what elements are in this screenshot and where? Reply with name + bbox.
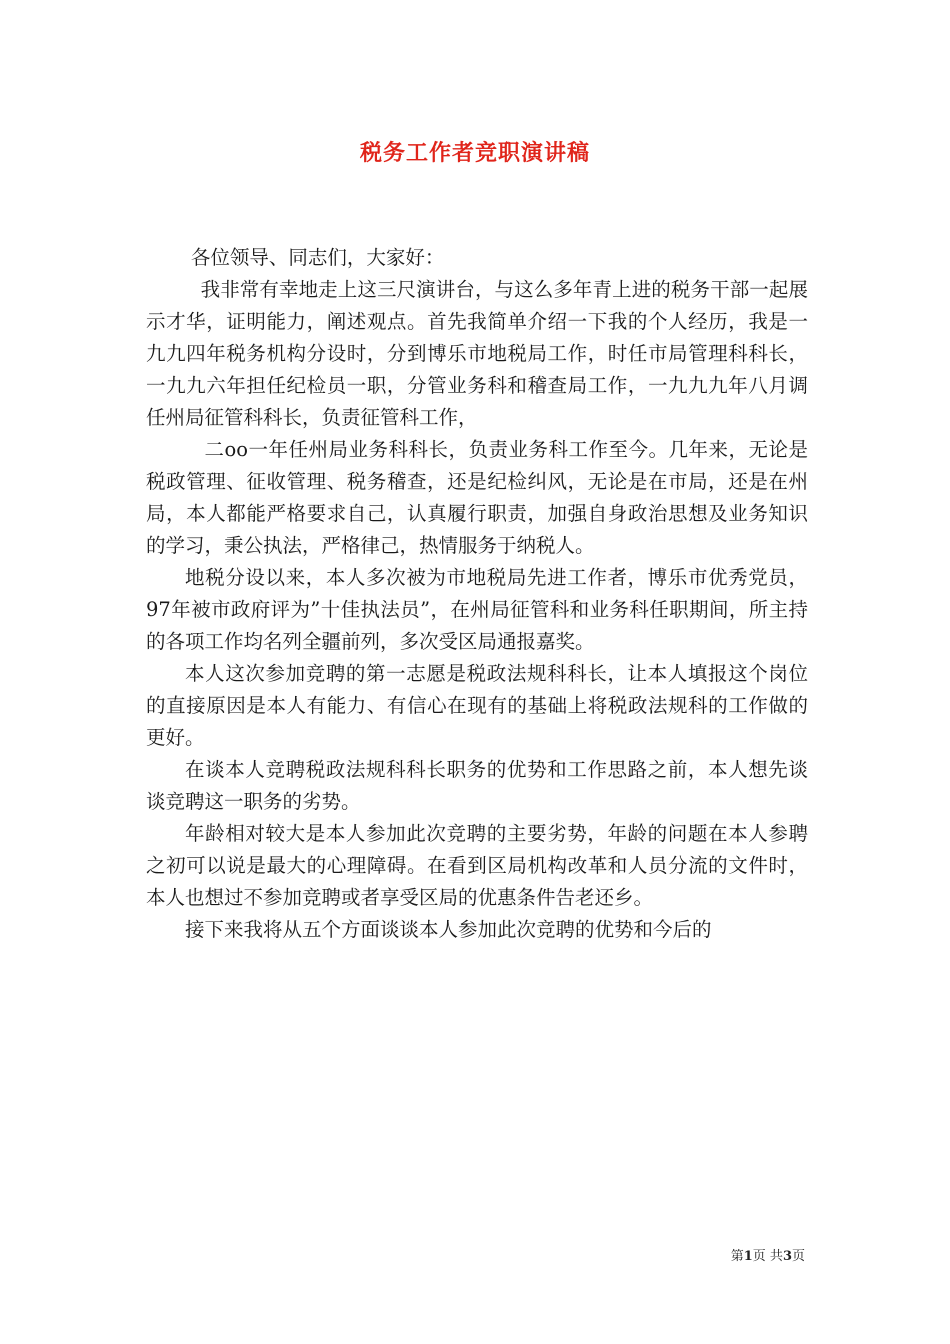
document-title: 税务工作者竞职演讲稿 <box>359 140 590 166</box>
footer-suffix: 页 <box>791 1249 805 1264</box>
paragraph: 二oo一年任州局业务科科长，负责业务科工作至今。几年来，无论是税政管理、征收管理、税务稽查，还是纪检纠风，无论是在市局，还是在州局，本人都能严格要求自己，认真履行职责，加强自身政治思想及业务知识的学习，秉公执法，严格律己，热情服务于纳税人。 <box>146 438 808 557</box>
footer-prefix: 第 <box>730 1249 744 1264</box>
paragraph-greeting: 各位领导、同志们，大家好： <box>190 246 445 269</box>
paragraph: 地税分设以来，本人多次被为市地税局先进工作者，博乐市优秀党员，97年被市政府评为”十佳执法员”，在州局征管科和业务科任职期间，所主持的各项工作均名列全疆前列，多次受区局通报嘉奖。 <box>146 566 808 653</box>
total-page-number: 3 <box>782 1249 792 1264</box>
paragraph: 本人这次参加竞聘的第一志愿是税政法规科科长，让本人填报这个岗位的直接原因是本人有能力、有信心在现有的基础上将税政法规科的工作做的更好。 <box>146 662 808 749</box>
paragraph: 年龄相对较大是本人参加此次竞聘的主要劣势，年龄的问题在本人参聘之初可以说是最大的心理障碍。在看到区局机构改革和人员分流的文件时，本人也想过不参加竞聘或者享受区局的优惠条件告老还乡。 <box>146 822 808 909</box>
document-body <box>146 242 808 946</box>
footer-middle: 页 共 <box>752 1249 783 1264</box>
paragraph: 接下来我将从五个方面谈谈本人参加此次竞聘的优势和今后的 <box>185 918 712 941</box>
paragraph: 我非常有幸地走上这三尺演讲台，与这么多年青上进的税务干部一起展示才华，证明能力，阐述观点。首先我简单介绍一下我的个人经历，我是一九九四年税务机构分设时，分到博乐市地税局工作，时任市局管理科科长，一九九六年担任纪检员一职，分管业务科和稽查局工作，一九九九年八月调任州局征管科科长，负责征管科工作， <box>146 278 808 429</box>
paragraph: 在谈本人竞聘税政法规科科长职务的优势和工作思路之前，本人想先谈谈竞聘这一职务的劣势。 <box>146 758 808 813</box>
current-page-number: 1 <box>743 1249 753 1264</box>
page-footer <box>731 1245 805 1264</box>
